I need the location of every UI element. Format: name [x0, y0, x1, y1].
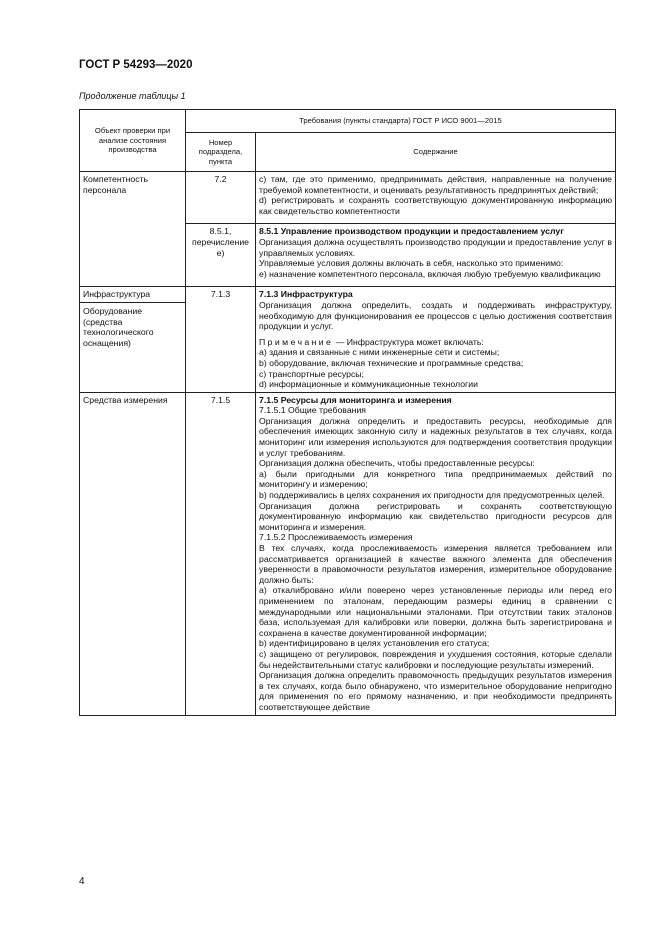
clause-heading: 8.5.1 Управление производством продукции и предоставлением услуг — [259, 226, 564, 237]
object-label: Оборудование (средства технологического оснащения) — [83, 305, 154, 348]
number-cell: 7.1.3 — [186, 287, 256, 392]
content-line: Организация должна регистрировать и сохранять соответствующую документированную информацию как свидетельство пригодности ресурсов для мониторинга и измерения. — [259, 500, 612, 532]
content-line: a) откалибровано и/или поверено через установленные периоды или перед его применением по эталонам, передающим размеры единиц в сравнении с международными или национальными эталонами. При отсутствии таких эталонов база, используемая для калибровки или поверки, должна быть зарегистрирована и сохранена в качестве документированной информации; — [259, 585, 612, 638]
object-label: Инфраструктура — [83, 289, 151, 300]
number-cell: 7.2 — [186, 172, 256, 224]
content-line: Организация должна определить, создать и поддерживать инфраструктуру, необходимую для функционирования ее процессов с целью достижения соответствия продукции и услуг. — [259, 299, 612, 332]
note-text: — Инфраструктура может включать: — [333, 336, 484, 347]
content-line: В тех случаях, когда прослеживаемость измерения является требованием или рассматривается организацией в качестве важного элемента для обеспечения уверенности в правомочности результатов измерения, измерительное оборудование должно быть: — [259, 543, 612, 585]
note-item: a) здания и связанные с ними инженерные сети и системы; — [259, 347, 500, 358]
number-cell: 7.1.5 — [186, 392, 256, 715]
note-item: d) информационные и коммуникационные технологии — [259, 379, 478, 390]
content-line: Управляемые условия должны включать в себя, насколько это применимо: — [259, 258, 564, 269]
col-header-content: Содержание — [256, 133, 616, 172]
content-line: d) регистрировать и сохранять соответствующую документированную информацию как свидетельство компетентности — [259, 195, 612, 216]
number-cell: 8.5.1, перечисление e) — [186, 224, 256, 287]
content-line: c) там, где это применимо, предпринимать действия, направленные на получение требуемой компетентности, и оценивать результативность предпринятых действий; — [259, 174, 612, 195]
content-line: b) идентифицировано в целях установления его статуса; — [259, 638, 490, 649]
col-header-group: Требования (пункты стандарта) ГОСТ Р ИСО 9001—2015 — [186, 110, 616, 133]
content-line: b) поддерживались в целях сохранения их пригодности для предусмотренных целей. — [259, 490, 605, 501]
object-cell: Средства измерения — [80, 392, 186, 715]
content-cell — [256, 172, 616, 224]
content-cell — [256, 224, 616, 287]
content-line: 7.1.5.2 Прослеживаемость измерения — [259, 532, 413, 543]
table-row — [80, 287, 616, 392]
note-line — [259, 337, 612, 348]
object-cell — [80, 287, 186, 392]
requirements-table — [79, 109, 616, 716]
content-cell — [256, 287, 616, 392]
table-row — [80, 172, 616, 224]
table-header-row — [80, 110, 616, 133]
clause-heading: 7.1.5 Ресурсы для мониторинга и измерения — [259, 394, 452, 405]
content-line: 7.1.5.1 Общие требования — [259, 405, 367, 416]
note-label: Примечание — [259, 336, 334, 347]
content-line: e) назначение компетентного персонала, включая любую требуемую квалификацию — [259, 268, 601, 279]
table-continuation-caption: Продолжение таблицы 1 — [79, 91, 186, 101]
document-title: ГОСТ Р 54293—2020 — [79, 59, 193, 71]
content-line: Организация должна осуществлять производство продукции и предоставление услуг в управляемых условиях. — [259, 236, 612, 258]
content-line: Организация должна обеспечить, чтобы предоставленные ресурсы: — [259, 458, 535, 469]
content-line: a) были пригодными для конкретного типа предпринимаемых действий по мониторингу и измерению; — [259, 468, 612, 490]
table-row — [80, 392, 616, 715]
note-item: b) оборудование, включая технические и программные средства; — [259, 357, 524, 368]
content-cell — [256, 392, 616, 715]
content-line: c) защищено от регулировок, повреждения и ухудшения состояния, которые сделали бы недействительными статус калибровки и последующие результаты измерений. — [259, 648, 612, 670]
page-number: 4 — [79, 876, 85, 887]
col-header-number: Номер подраздела, пункта — [186, 133, 256, 172]
note-item: c) транспортные ресурсы; — [259, 368, 364, 379]
clause-heading: 7.1.3 Инфраструктура — [259, 289, 353, 300]
content-line: Организация должна определить и предоставить ресурсы, необходимые для обеспечения имеющих законную силу и надежных результатов в тех случаях, когда мониторинг или измерения используются для подтверждения соответствия продукции и услуг требованиям. — [259, 415, 612, 458]
col-header-object: Объект проверки при анализе состояния производства — [80, 110, 186, 172]
content-line: Организация должна определить правомочность предыдущих результатов измерения в тех случаях, когда было обнаружено, что измерительное оборудование непригодно для применения по его прямому назначению, и при необходимости предпринять соответствующее действие — [259, 670, 612, 712]
object-cell: Компетентность персонала — [80, 172, 186, 287]
